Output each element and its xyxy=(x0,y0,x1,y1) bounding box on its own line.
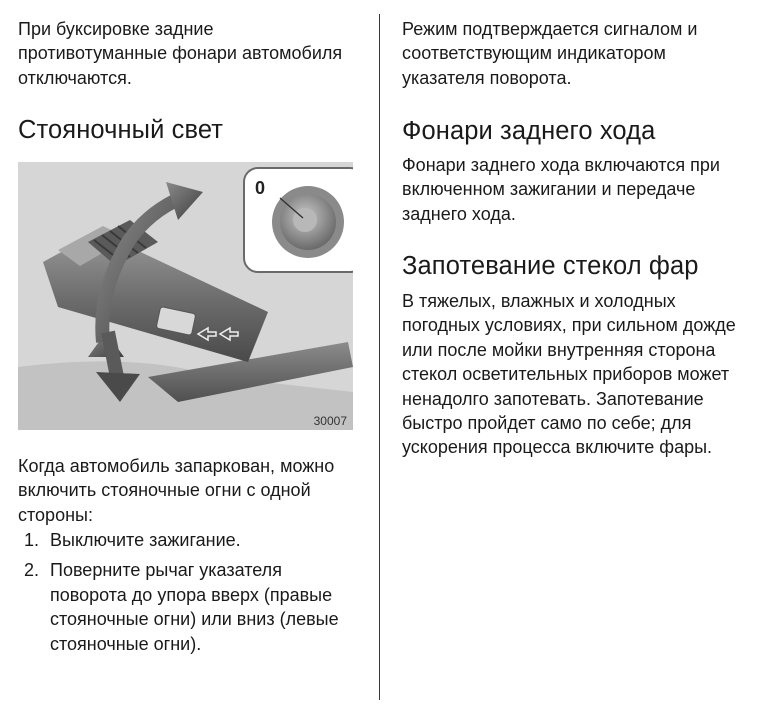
reverse-lights-body: Фонари заднего хода включаются при включенном зажигании и передаче заднего хода. xyxy=(402,155,720,224)
step-number: 2. xyxy=(24,560,40,581)
parking-steps-list xyxy=(18,528,358,662)
parking-light-heading: Стояночный свет xyxy=(18,116,224,144)
off-position-label: 0 xyxy=(255,178,266,198)
column-divider xyxy=(379,14,380,700)
headlight-fogging-heading: Запотевание стекол фар xyxy=(402,252,699,280)
step-text: Поверните рычаг указателя поворота до упора вверх (правые стояночные огни) или вниз (левые стояночные огни). xyxy=(50,560,339,654)
figure-number: 30007 xyxy=(313,414,347,428)
parking-light-body: Когда автомобиль запаркован, можно включить стояночные огни с одной стороны: xyxy=(18,456,335,525)
step-item xyxy=(18,528,358,552)
step-text: Выключите зажигание. xyxy=(50,530,241,550)
turn-signal-stalk-drawing xyxy=(18,162,353,430)
light-switch-inset xyxy=(244,168,353,272)
stalk-illustration xyxy=(18,162,353,430)
confirmation-note: Режим подтверждается сигналом и соответствующим индикатором указателя поворота. xyxy=(402,19,698,88)
reverse-lights-heading: Фонари заднего хода xyxy=(402,117,656,145)
towing-note: При буксировке задние противотуманные фонари автомобиля отключаются. xyxy=(18,19,343,88)
step-item xyxy=(18,558,358,656)
headlight-fogging-body: В тяжелых, влажных и холодных погодных условиях, при сильном дожде или после мойки внутренняя сторона стекол осветительных приборов может ненадолго запотевать. Запотевание быстро пройдет само по себе; для ускорения процесса включите фары. xyxy=(402,291,736,458)
step-number: 1. xyxy=(24,530,40,550)
